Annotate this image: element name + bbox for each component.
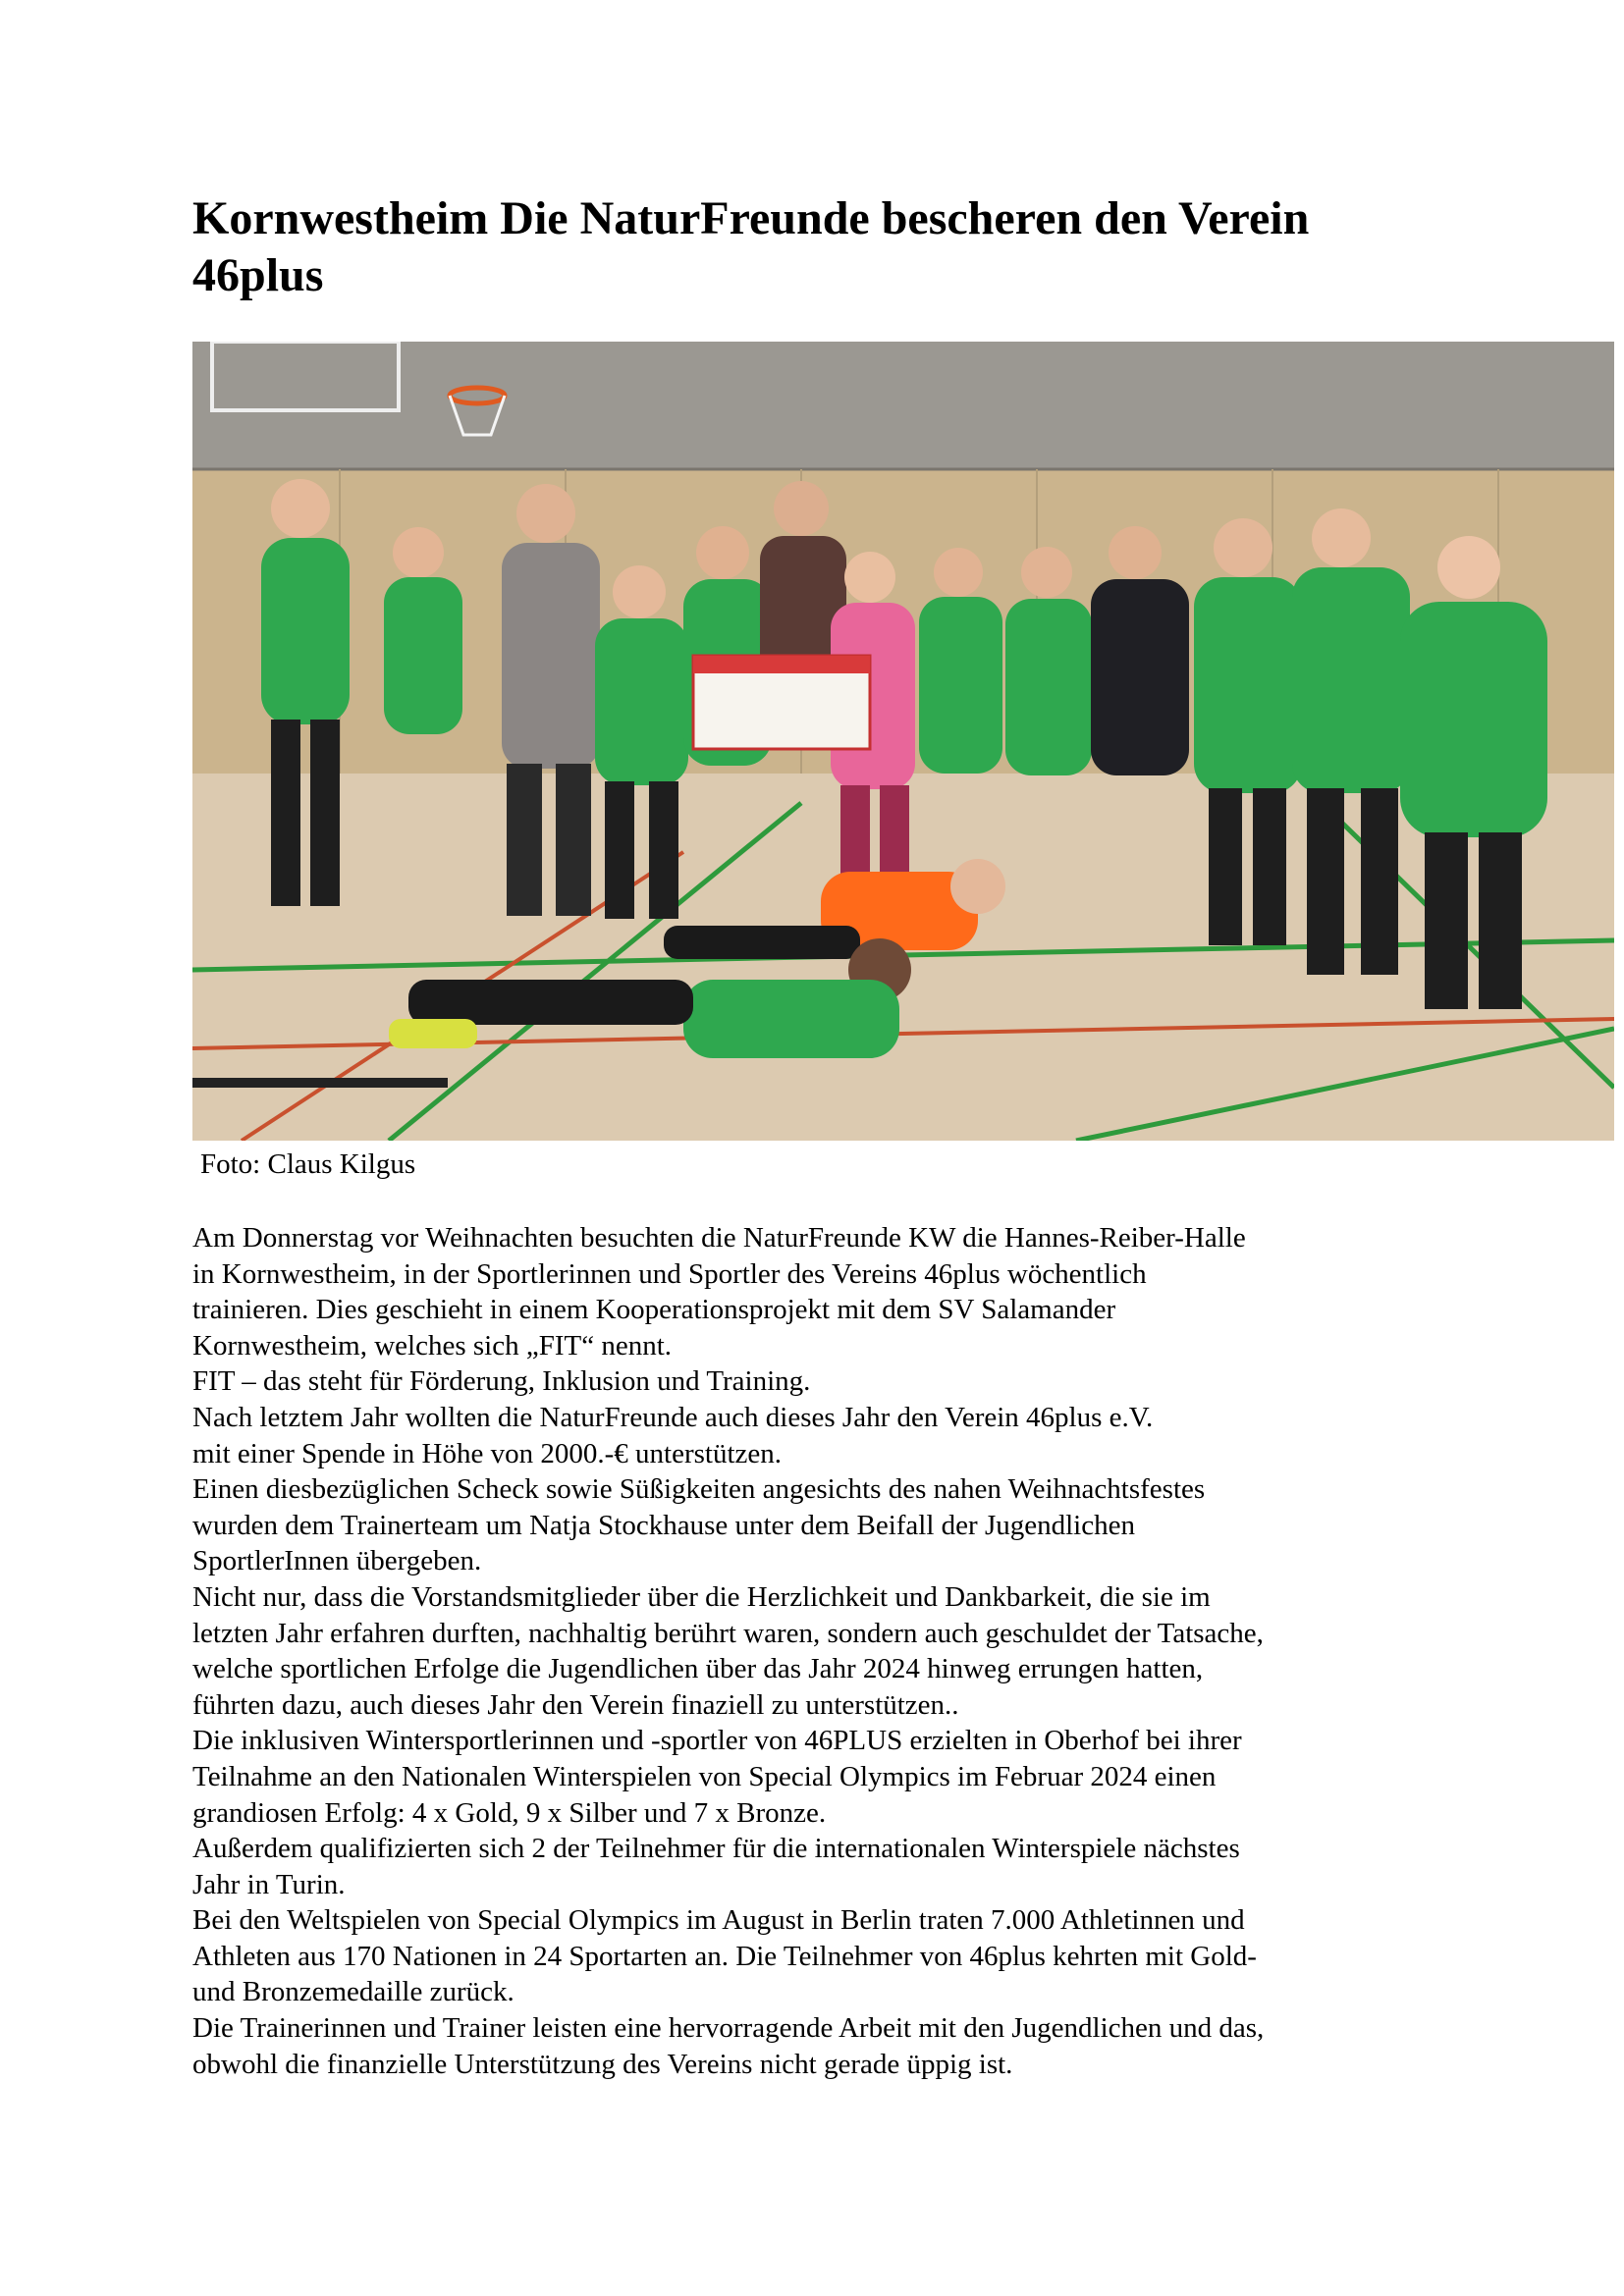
body-line: Bei den Weltspielen von Special Olympics im August in Berlin traten 7.000 Athletinnen und [192,1904,1245,1937]
body-line: Die Trainerinnen und Trainer leisten eine hervorragende Arbeit mit den Jugendlichen und das, [192,2012,1265,2045]
article-body [192,1220,1489,2082]
group-photo-illustration [192,342,1614,1141]
body-line: Einen diesbezüglichen Scheck sowie Süßigkeiten angesichts des nahen Weihnachtsfestes [192,1473,1206,1506]
body-line: Außerdem qualifizierten sich 2 der Teilnehmer für die internationalen Winterspiele nächstes [192,1833,1240,1865]
body-line: trainieren. Dies geschieht in einem Kooperationsprojekt mit dem SV Salamander [192,1294,1116,1326]
body-line: Jahr in Turin. [192,1868,346,1900]
article-title [192,190,1430,304]
body-line: in Kornwestheim, in der Sportlerinnen und Sportler des Vereins 46plus wöchentlich [192,1257,1147,1290]
body-line: SportlerInnen übergeben. [192,1545,482,1577]
body-line: Nach letztem Jahr wollten die NaturFreunde auch dieses Jahr den Verein 46plus e.V. [192,1401,1154,1433]
body-line: wurden dem Trainerteam um Natja Stockhause unter dem Beifall der Jugendlichen [192,1509,1135,1541]
body-line: und Bronzemedaille zurück. [192,1976,514,2008]
photo-caption: Foto: Claus Kilgus [200,1148,416,1180]
cheque-icon [693,656,870,749]
body-line: Teilnahme an den Nationalen Winterspielen von Special Olympics im Februar 2024 einen [192,1760,1217,1792]
body-line: letzten Jahr erfahren durften, nachhaltig berührt waren, sondern auch geschuldet der Tatsache, [192,1617,1264,1649]
body-line: Am Donnerstag vor Weihnachten besuchten die NaturFreunde KW die Hannes-Reiber-Halle [192,1222,1246,1254]
body-line: mit einer Spende in Höhe von 2000.-€ unterstützen. [192,1437,783,1469]
title-line-1: Kornwestheim Die NaturFreunde bescheren den Verein [192,192,1310,244]
body-line: Nicht nur, dass die Vorstandsmitglieder über die Herzlichkeit und Dankbarkeit, die sie im [192,1580,1211,1613]
body-line: FIT – das steht für Förderung, Inklusion und Training. [192,1365,811,1398]
group-photo [192,342,1614,1141]
body-line: obwohl die finanzielle Unterstützung des Vereins nicht gerade üppig ist. [192,2048,1013,2080]
body-line: führten dazu, auch dieses Jahr den Verein finaziell zu unterstützen.. [192,1688,959,1721]
body-line: Kornwestheim, welches sich „FIT“ nennt. [192,1329,673,1362]
body-line: Die inklusiven Wintersportlerinnen und -sportler von 46PLUS erzielten in Oberhof bei ihrer [192,1725,1242,1757]
body-line: welche sportlichen Erfolge die Jugendlichen über das Jahr 2024 hinweg errungen hatten, [192,1653,1204,1685]
body-line: grandiosen Erfolg: 4 x Gold, 9 x Silber und 7 x Bronze. [192,1796,827,1829]
body-line: Athleten aus 170 Nationen in 24 Sportarten an. Die Teilnehmer von 46plus kehrten mit Gold- [192,1940,1257,1972]
title-line-2: 46plus [192,249,324,301]
